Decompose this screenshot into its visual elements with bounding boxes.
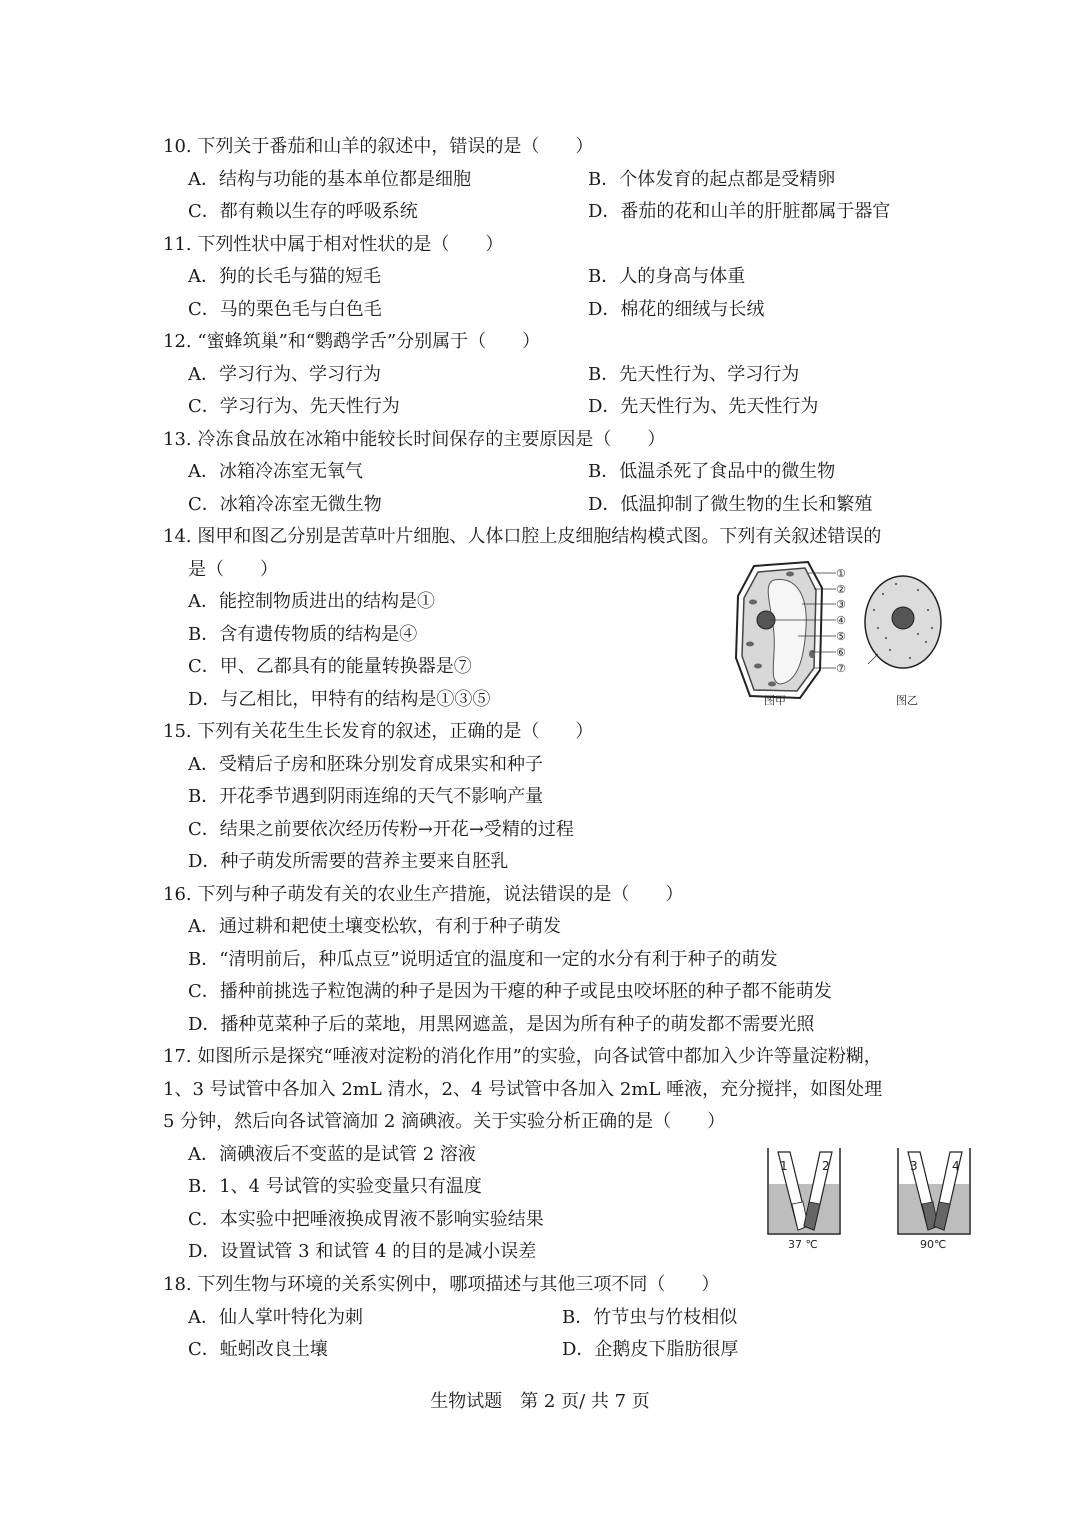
option: C．都有赖以生存的呼吸系统 (188, 201, 418, 222)
option: C．冰箱冷冻室无微生物 (188, 494, 382, 515)
question-15: 15. 下列有关花生生长发育的叙述，正确的是（ ） (163, 721, 594, 742)
option: C．甲、乙都具有的能量转换器是⑦ (188, 656, 472, 677)
option: B．人的身高与体重 (588, 266, 746, 287)
label-5: ⑤ (836, 630, 846, 643)
tube-label-4: 4 (952, 1159, 960, 1173)
question-14: 14. 图甲和图乙分别是苦草叶片细胞、人体口腔上皮细胞结构模式图。下列有关叙述错误的 (163, 526, 882, 547)
label-1: ① (836, 567, 846, 580)
option: A．仙人掌叶特化为刺 (188, 1307, 363, 1328)
question-10: 10. 下列关于番茄和山羊的叙述中，错误的是（ ） (163, 136, 594, 157)
option: B．1、4 号试管的实验变量只有温度 (188, 1176, 482, 1197)
test-tube-figure (764, 1144, 984, 1256)
question-17: 17. 如图所示是探究“唾液对淀粉的消化作用”的实验，向各试管中都加入少许等量淀粉糊， (163, 1046, 882, 1067)
cell-structure-figure (728, 558, 958, 710)
chloroplast (746, 642, 754, 647)
option: A．滴碘液后不变蓝的是试管 2 溶液 (188, 1144, 476, 1165)
temperature-37: 37 ℃ (788, 1238, 818, 1251)
question-13: 13. 冷冻食品放在冰箱中能较长时间保存的主要原因是（ ） (163, 429, 666, 450)
option: C．结果之前要依次经历传粉→开花→受精的过程 (188, 819, 574, 840)
option: C．马的栗色毛与白色毛 (188, 299, 382, 320)
option: C．学习行为、先天性行为 (188, 396, 400, 417)
option: A．狗的长毛与猫的短毛 (188, 266, 381, 287)
caption-yi: 图乙 (896, 694, 918, 707)
option: D．设置试管 3 和试管 4 的目的是减小误差 (188, 1241, 537, 1262)
option: A．冰箱冷冻室无氧气 (188, 461, 363, 482)
question-12: 12. “蜜蜂筑巢”和“鹦鹉学舌”分别属于（ ） (163, 331, 541, 352)
option: D．种子萌发所需要的营养主要来自胚乳 (188, 851, 509, 872)
page-footer: 生物试题 第 2 页/ 共 7 页 (430, 1391, 650, 1412)
tube-label-1: 1 (780, 1159, 788, 1173)
option: D．棉花的细绒与长绒 (588, 299, 765, 320)
tube-label-2: 2 (822, 1159, 830, 1173)
option: D．先天性行为、先天性行为 (588, 396, 819, 417)
animal-nucleus (892, 607, 914, 629)
question-16: 16. 下列与种子萌发有关的农业生产措施，说法错误的是（ ） (163, 884, 684, 905)
label-6: ⑥ (836, 646, 846, 659)
label-3: ③ (836, 598, 846, 611)
label-4: ④ (836, 614, 846, 627)
option: B．开花季节遇到阴雨连绵的天气不影响产量 (188, 786, 544, 807)
option: A．受精后子房和胚珠分别发育成果实和种子 (188, 754, 543, 775)
option: C．本实验中把唾液换成胃液不影响实验结果 (188, 1209, 544, 1230)
option: D．播种苋菜种子后的菜地，用黑网遮盖，是因为所有种子的萌发都不需要光照 (188, 1014, 815, 1035)
option: A．能控制物质进出的结构是① (188, 591, 435, 612)
option: D．番茄的花和山羊的肝脏都属于器官 (588, 201, 891, 222)
option: B．个体发育的起点都是受精卵 (588, 169, 836, 190)
option: B．含有遗传物质的结构是④ (188, 624, 418, 645)
question-17-line3: 5 分钟，然后向各试管滴加 2 滴碘液。关于实验分析正确的是（ ） (163, 1111, 726, 1132)
option: D．低温抑制了微生物的生长和繁殖 (588, 494, 873, 515)
question-17-line2: 1、3 号试管中各加入 2mL 清水，2、4 号试管中各加入 2mL 唾液，充分搅拌，如图处理 (163, 1079, 883, 1100)
option: B．低温杀死了食品中的微生物 (588, 461, 836, 482)
chloroplast (786, 572, 794, 577)
option: A．通过耕和耙使土壤变松软，有利于种子萌发 (188, 916, 561, 937)
option: D．企鹅皮下脂肪很厚 (562, 1339, 739, 1360)
option: B．“清明前后，种瓜点豆”说明适宜的温度和一定的水分有利于种子的萌发 (188, 949, 778, 970)
chloroplast (749, 600, 757, 605)
caption-jia: 图甲 (764, 694, 786, 707)
tube-label-3: 3 (910, 1159, 918, 1173)
question-14-continued: 是（ ） (188, 559, 278, 580)
option: A．结构与功能的基本单位都是细胞 (188, 169, 471, 190)
chloroplast (754, 664, 762, 669)
label-7: ⑦ (836, 662, 846, 675)
option: C．蚯蚓改良土壤 (188, 1339, 328, 1360)
option: B．先天性行为、学习行为 (588, 364, 800, 385)
question-18: 18. 下列生物与环境的关系实例中，哪项描述与其他三项不同（ ） (163, 1274, 720, 1295)
label-2: ② (836, 583, 846, 596)
option: C．播种前挑选子粒饱满的种子是因为干瘪的种子或昆虫咬坏胚的种子都不能萌发 (188, 981, 832, 1002)
option: D．与乙相比，甲特有的结构是①③⑤ (188, 689, 491, 710)
question-11: 11. 下列性状中属于相对性状的是（ ） (163, 234, 504, 255)
chloroplast (809, 650, 815, 658)
chloroplast (768, 682, 776, 687)
option: B．竹节虫与竹枝相似 (562, 1307, 738, 1328)
temperature-90: 90℃ (920, 1238, 947, 1251)
option: A．学习行为、学习行为 (188, 364, 381, 385)
